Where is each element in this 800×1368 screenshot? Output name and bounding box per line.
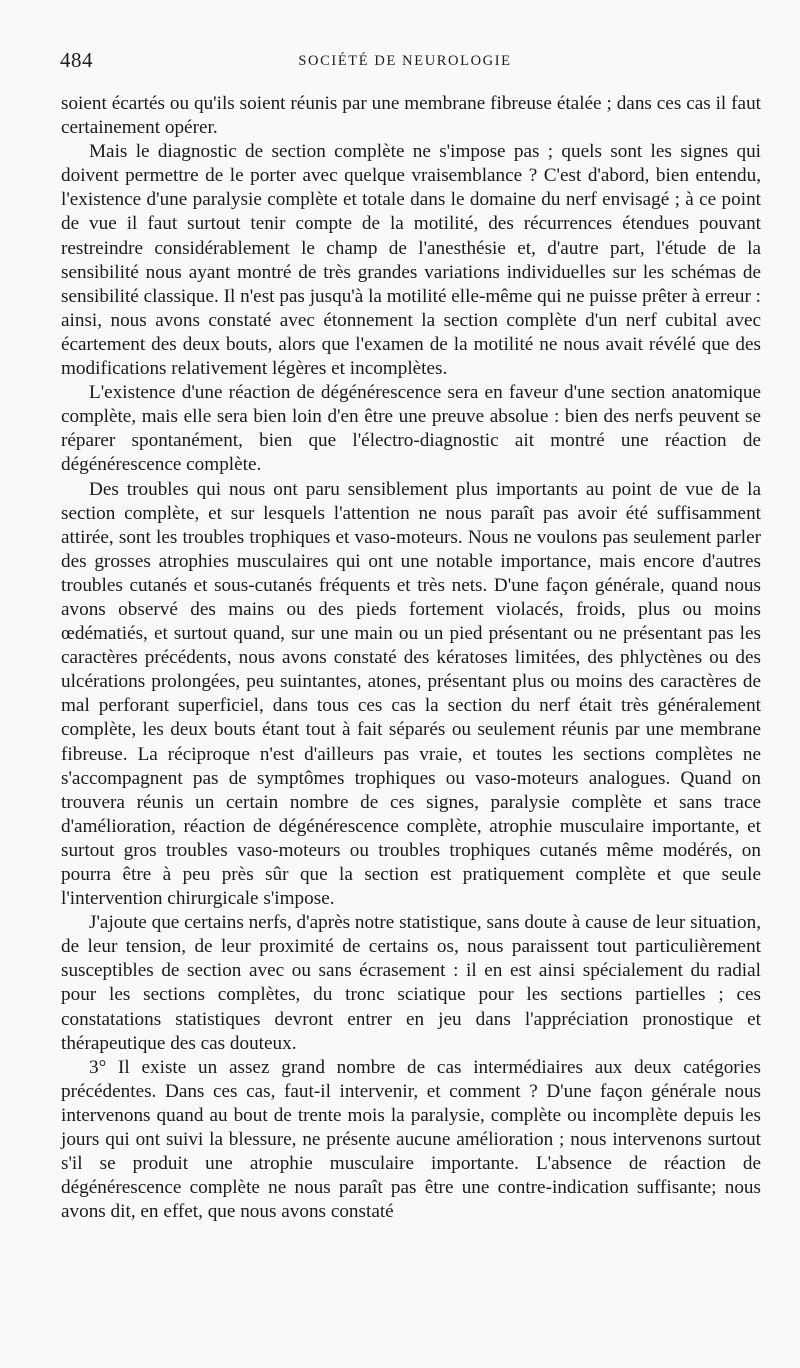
paragraph-diagnostic-signs: Mais le diagnostic de section complète ne s'impose pas ; quels sont les signes qui doivent permettre de le porter avec quelque vraisemblance ? C'est d'abord, bien entendu, l'existence d'une paralysie complète et totale dans le domaine du nerf envisagé ; à ce point de vue il faut surtout tenir compte de la motilité, des récurrences étendues pouvant restreindre considérablement le champ de l'anesthésie et, d'autre part, l'étude de la sensibilité nous ayant montré de très grandes variations individuelles sur les schémas de sensibilité classique. Il n'est pas jusqu'à la motilité elle-même qui ne puisse prêter à erreur : ainsi, nous avons constaté avec étonnement la section complète d'un nerf cubital avec écartement des deux bouts, alors que l'examen de la motilité ne nous avait révélé que des modifications relativement légères et incomplètes. — [61, 141, 761, 380]
paragraph-trophic-disorders: Des troubles qui nous ont paru sensiblement plus importants au point de vue de la section complète, et sur lesquels l'attention ne nous paraît pas avoir été suffisamment attirée, sont les troubles trophiques et vaso-moteurs. Nous ne voulons pas seulement parler des grosses atrophies musculaires qui ont une notable importance, mais encore d'autres troubles cutanés et sous-cutanés fréquents et très nets. D'une façon générale, quand nous avons observé des mains ou des pieds fortement violacés, froids, plus ou moins œdématiés, et surtout quand, sur une main ou un pied présentant ou ne présentant pas les caractères précédents, nous avons constaté des kératoses limitées, des phlyctènes ou des ulcérations prolongées, peu suintantes, atones, présentant plus ou moins des caractères de mal perforant superficiel, dans tous ces cas la section du nerf était très généralement complète, les deux bouts étant tout à fait séparés ou seulement réunis par une membrane fibreuse. La réciproque n'est d'ailleurs pas vraie, et toutes les sections complètes ne s'accompagnent pas de symptômes trophiques ou vaso-moteurs analogues. Quand on trouvera réunis un certain nombre de ces signes, paralysie complète et sans trace d'amélioration, réaction de dégénérescence complète, atrophie musculaire importante, et surtout gros troubles vaso-moteurs ou troubles trophiques cutanés même modérés, on pourra être à peu près sûr que la section est pratiquement complète et que seule l'intervention chirurgicale s'impose. — [61, 478, 761, 910]
paragraph-degeneration-reaction: L'existence d'une réaction de dégénérescence sera en faveur d'une section anatomique complète, mais elle sera bien loin d'en être une preuve absolue : bien des nerfs peuvent se réparer spontanément, bien que l'électro-diagnostic ait montré une réaction de dégénérescence complète. — [61, 382, 761, 476]
page-number: 484 — [60, 48, 93, 72]
page-header — [60, 44, 750, 74]
body-text — [61, 92, 761, 1224]
running-title: SOCIÉTÉ DE NEUROLOGIE — [298, 53, 512, 69]
paragraph-nerve-statistics: J'ajoute que certains nerfs, d'après notre statistique, sans doute à cause de leur situation, de leur tension, de leur proximité de certains os, nous paraissent tout particulièrement susceptibles de section avec ou sans écrasement : il en est ainsi spécialement du radial pour les sections complètes, du tronc sciatique pour les sections partielles ; ces constatations statistiques devront entrer en jeu dans l'appréciation pronostique et thérapeutique des cas douteux. — [61, 912, 761, 1054]
paragraph-intermediate-cases: 3° Il existe un assez grand nombre de cas intermédiaires aux deux catégories précédentes. Dans ces cas, faut-il intervenir, et comment ? D'une façon générale nous intervenons quand au bout de trente mois la paralysie, complète ou incomplète depuis les jours qui ont suivi la blessure, ne présente aucune amélioration ; nous intervenons surtout s'il se produit une atrophie musculaire importante. L'absence de réaction de dégénérescence complète ne nous paraît pas être une contre-indication suffisante; nous avons dit, en effet, que nous avons constaté — [61, 1056, 761, 1223]
paragraph-continuation: soient écartés ou qu'ils soient réunis par une membrane fibreuse étalée ; dans ces cas il faut certainement opérer. — [61, 93, 761, 139]
